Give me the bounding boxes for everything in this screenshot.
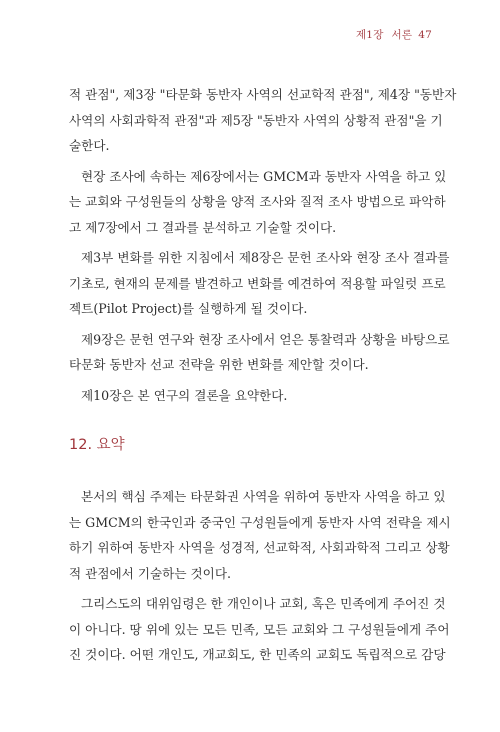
text-line: 현장 조사에 속하는 제6장에서는 GMCM과 동반자 사역을 하고 있 — [81, 168, 447, 184]
text-line: 적 관점에서 기술하는 것이다. — [69, 565, 231, 581]
text-line: 하기 위하여 동반자 사역을 성경적, 선교학적, 사회과학적 그리고 상황 — [69, 540, 450, 555]
body-text-top — [69, 82, 457, 413]
text-line: 제3부 변화를 위한 지침에서 제8장은 문헌 조사와 현장 조사 결과를 — [81, 250, 450, 265]
text-line: 제9장은 문헌 연구와 현장 조사에서 얻은 통찰력과 상황을 바탕으로 — [81, 331, 450, 347]
chapter-label: 제1장 — [355, 29, 384, 41]
text-line: 술한다. — [69, 138, 110, 153]
text-line: 기초로, 현재의 문제를 발견하고 변화를 예견하여 적용할 파일럿 프로 — [69, 275, 446, 291]
paragraph — [69, 245, 450, 322]
paragraph — [69, 164, 447, 241]
text-line: 적 관점", 제3장 "타문화 동반자 사역의 선교학적 관점", 제4장 "동반자 — [69, 87, 457, 102]
running-head — [356, 27, 432, 42]
section-heading: 12. 요약 — [69, 437, 125, 453]
paragraph — [69, 484, 451, 586]
paragraph — [69, 383, 431, 409]
text-line: 그리스도의 대위임령은 한 개인이나 교회, 혹은 민족에게 주어진 것 — [81, 596, 446, 611]
paragraph — [69, 82, 457, 159]
text-line: 젝트(Pilot Project)를 실행하게 될 것이다. — [69, 301, 308, 316]
text-line: 는 GMCM의 한국인과 중국인 구성원들에게 동반자 사역 전략을 제시 — [69, 514, 451, 530]
chapter-title: 서론 — [391, 29, 413, 41]
text-line: 본서의 핵심 주제는 타문화권 사역을 위하여 동반자 사역을 하고 있 — [81, 489, 446, 504]
text-line: 는 교회와 구성원들의 상황을 양적 조사와 질적 조사 방법으로 파악하 — [69, 194, 446, 209]
paragraph — [69, 327, 450, 378]
text-line: 타문화 동반자 선교 전략을 위한 변화를 제안할 것이다. — [69, 357, 369, 372]
text-line: 이 아니다. 땅 위에 있는 모든 민족, 모든 교회와 그 구성원들에게 주어 — [69, 621, 450, 637]
body-text-summary — [69, 484, 451, 673]
text-line: 사역의 사회과학적 관점"과 제5장 "동반자 사역의 상황적 관점"을 기 — [69, 112, 443, 128]
page-number: 47 — [418, 29, 432, 41]
text-line: 제10장은 본 연구의 결론을 요약한다. — [81, 387, 288, 403]
paragraph — [69, 591, 450, 668]
text-line: 진 것이다. 어떤 개인도, 개교회도, 한 민족의 교회도 독립적으로 감당 — [69, 647, 446, 662]
text-line: 고 제7장에서 그 결과를 분석하고 기술할 것이다. — [69, 219, 337, 235]
